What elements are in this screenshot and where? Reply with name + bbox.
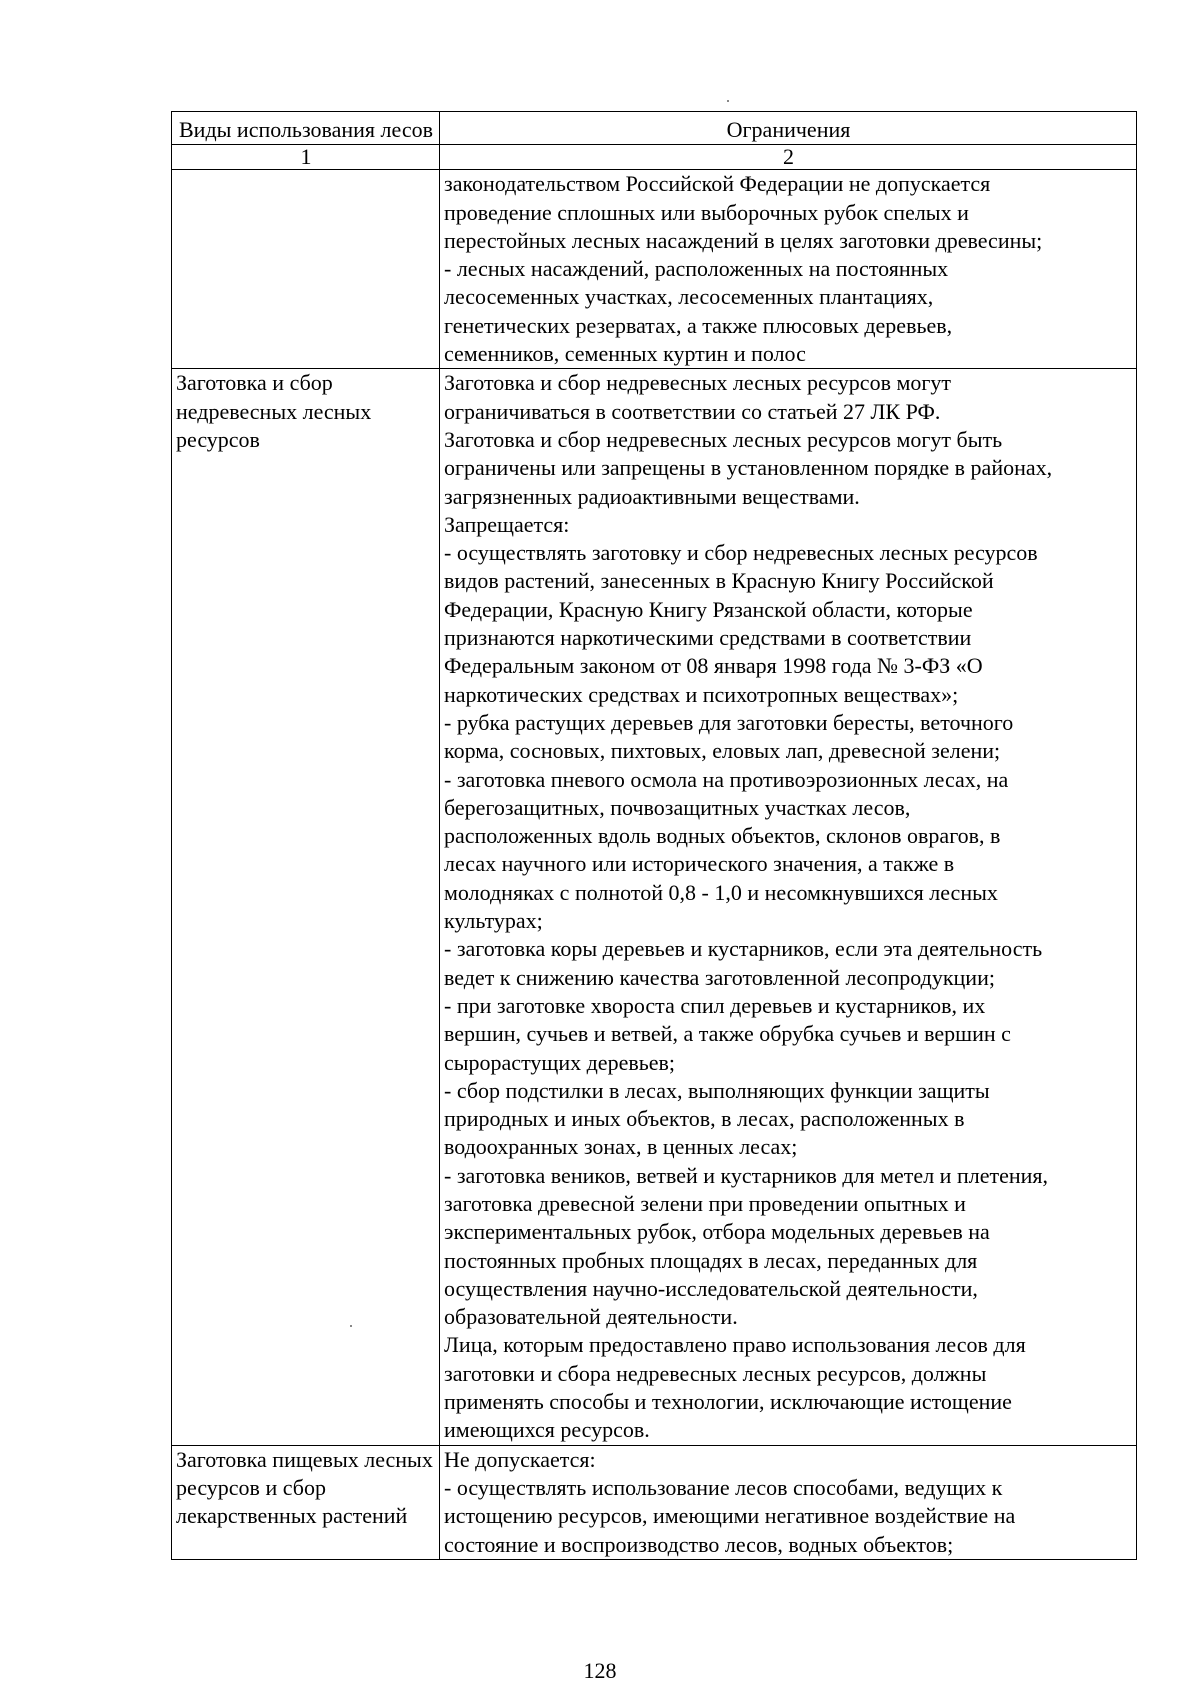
restriction-text-line: - осуществлять заготовку и сбор недревесных лесных ресурсов [444, 540, 1038, 566]
restriction-text-line: берегозащитных, почвозащитных участках лесов, [444, 794, 911, 820]
restriction-text-line: водоохранных зонах, в ценных лесах; [444, 1134, 798, 1160]
restriction-text-line: проведение сплошных или выборочных рубок спелых и [444, 199, 969, 225]
restriction-text-line: состояние и воспроизводство лесов, водных объектов; [444, 1531, 954, 1557]
forest-use-type-cell [172, 170, 440, 369]
restriction-text-line: молодняках с полнотой 0,8 - 1,0 и несомкнувшихся лесных [444, 879, 998, 905]
column-number-2: 2 [440, 145, 1137, 170]
restriction-text-line: осуществления научно-исследовательской деятельности, [444, 1275, 978, 1301]
restriction-text-line: лесосеменных участках, лесосеменных плантациях, [444, 284, 934, 310]
restriction-text-line: - заготовка коры деревьев и кустарников, если эта деятельность [444, 936, 1043, 962]
restriction-text-line: Федерации, Красную Книгу Рязанской области, которые [444, 596, 973, 622]
restriction-text-line: экспериментальных рубок, отбора модельных деревьев на [444, 1219, 990, 1245]
restriction-text-line: культурах; [444, 908, 543, 934]
restriction-text-line: Заготовка и сбор недревесных лесных ресурсов могут [444, 370, 952, 396]
restriction-text-line: видов растений, занесенных в Красную Книгу Российской [444, 568, 994, 594]
restrictions-cell [440, 369, 1137, 1445]
forest-use-type-cell: Заготовка и сбор недревесных лесных ресурсов [172, 369, 440, 1445]
restriction-text-line: сырорастущих деревьев; [444, 1049, 676, 1075]
restriction-text-line: Не допускается: [444, 1446, 596, 1472]
restriction-text-line: расположенных вдоль водных объектов, склонов оврагов, в [444, 823, 1001, 849]
header-restrictions: Ограничения [440, 112, 1137, 145]
column-number-row [172, 145, 1137, 170]
restrictions-cell [440, 1445, 1137, 1559]
restriction-text-line: Заготовка и сбор недревесных лесных ресурсов могут быть [444, 426, 1003, 452]
restriction-text-line: - заготовка веников, ветвей и кустарников для метел и плетения, [444, 1162, 1049, 1188]
restriction-text-line: загрязненных радиоактивными веществами. [444, 483, 860, 509]
restriction-text-line: законодательством Российской Федерации не допускается [444, 171, 991, 197]
scan-speck [727, 100, 729, 102]
restriction-text-line: ведет к снижению качества заготовленной лесопродукции; [444, 964, 995, 990]
forest-use-type-cell: Заготовка пищевых лесных ресурсов и сбор лекарственных растений [172, 1445, 440, 1559]
restriction-text-line: образовательной деятельности. [444, 1304, 738, 1330]
restriction-text-line: семенников, семенных куртин и полос [444, 341, 806, 367]
restriction-text-line: ограничены или запрещены в установленном порядке в районах, [444, 455, 1053, 481]
table-row [172, 170, 1137, 369]
restriction-text-line: заготовки и сбора недревесных лесных ресурсов, должны [444, 1360, 987, 1386]
restriction-text-line: признаются наркотическими средствами в соответствии [444, 625, 972, 651]
restriction-text-line: - при заготовке хвороста спил деревьев и кустарников, их [444, 992, 986, 1018]
restriction-text-line: ограничиваться в соответствии со статьей 27 ЛК РФ. [444, 398, 941, 424]
restriction-text-line: генетических резерватах, а также плюсовых деревьев, [444, 312, 953, 338]
table-body [172, 170, 1137, 1560]
restrictions-table [171, 111, 1137, 1560]
restriction-text-line: лесах научного или исторического значения, а также в [444, 851, 955, 877]
table-header-row [172, 112, 1137, 145]
restriction-text-line: имеющихся ресурсов. [444, 1417, 650, 1443]
scan-speck [350, 1325, 352, 1327]
restriction-text-line: применять способы и технологии, исключающие истощение [444, 1389, 1012, 1415]
table-row [172, 1445, 1137, 1559]
restriction-text-line: - осуществлять использование лесов способами, ведущих к [444, 1474, 1003, 1500]
restriction-text-line: - сбор подстилки в лесах, выполняющих функции защиты [444, 1077, 990, 1103]
restrictions-cell [440, 170, 1137, 369]
table-row [172, 369, 1137, 1445]
restriction-text-line: - лесных насаждений, расположенных на постоянных [444, 256, 949, 282]
restriction-text-line: природных и иных объектов, в лесах, расположенных в [444, 1106, 965, 1132]
restriction-text-line: заготовка древесной зелени при проведении опытных и [444, 1190, 966, 1216]
restriction-text-line: истощению ресурсов, имеющими негативное воздействие на [444, 1503, 1016, 1529]
restriction-text-line: Лица, которым предоставлено право использования лесов для [444, 1332, 1026, 1358]
header-forest-use-types: Виды использования лесов [172, 112, 440, 145]
restriction-text-line: корма, сосновых, пихтовых, еловых лап, древесной зелени; [444, 738, 1001, 764]
restriction-text-line: вершин, сучьев и ветвей, а также обрубка сучьев и вершин с [444, 1021, 1011, 1047]
restriction-text-line: наркотических средствах и психотропных веществах»; [444, 681, 959, 707]
restriction-text-line: перестойных лесных насаждений в целях заготовки древесины; [444, 227, 1043, 253]
restriction-text-line: - заготовка пневого осмола на противоэрозионных лесах, на [444, 766, 1009, 792]
restriction-text-line: Федеральным законом от 08 января 1998 года № 3-ФЗ «О [444, 653, 983, 679]
restriction-text-line: постоянных пробных площадях в лесах, переданных для [444, 1247, 978, 1273]
restriction-text-line: - рубка растущих деревьев для заготовки бересты, веточного [444, 709, 1014, 735]
page-number: 128 [583, 1658, 617, 1683]
column-number-1: 1 [172, 145, 440, 170]
restriction-text-line: Запрещается: [444, 511, 570, 537]
